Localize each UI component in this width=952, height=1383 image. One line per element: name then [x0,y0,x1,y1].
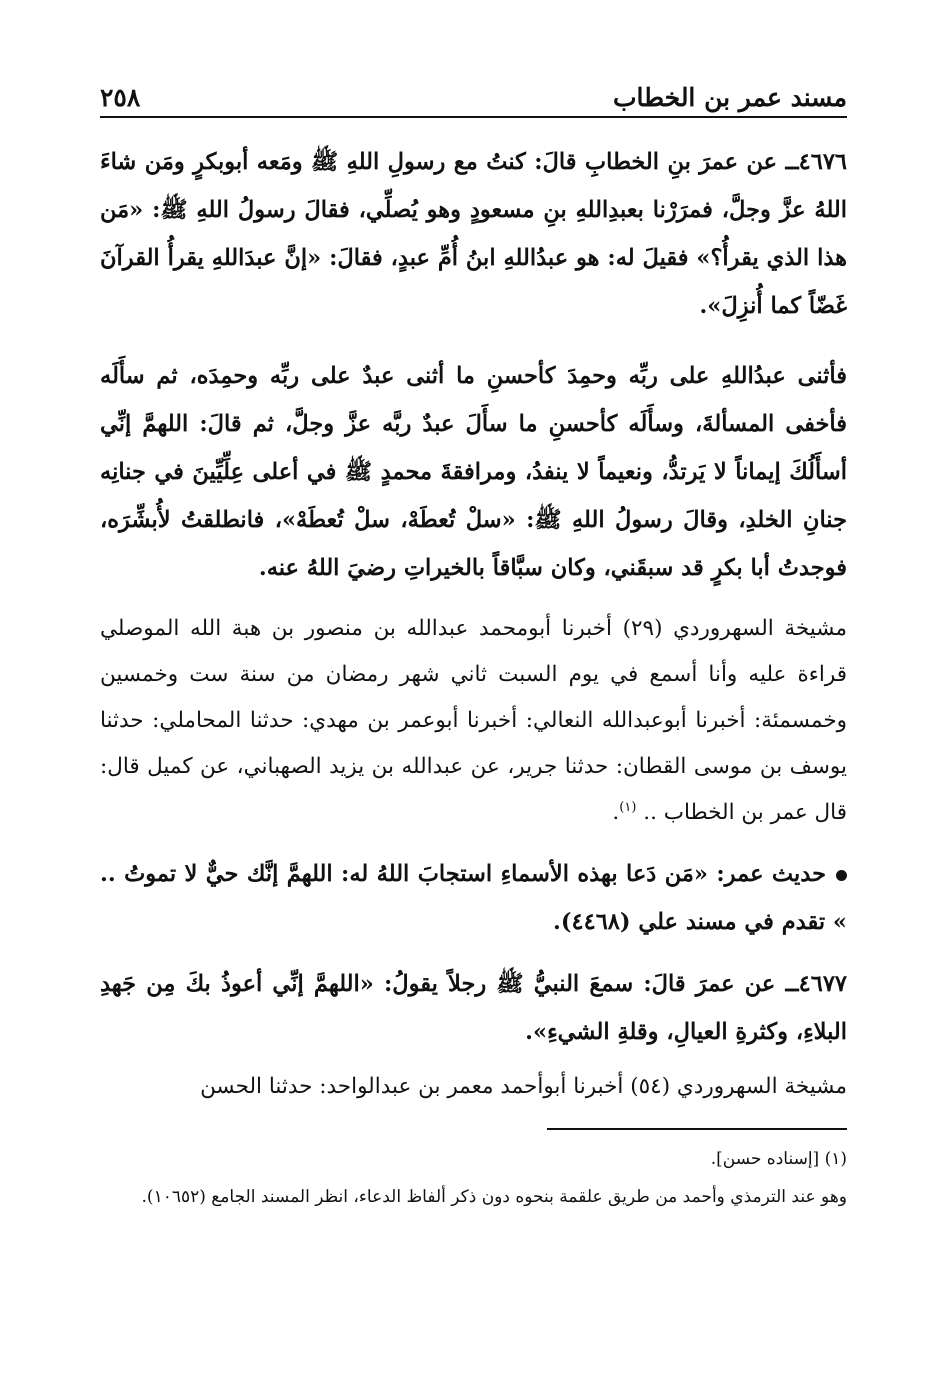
running-title: مسند عمر بن الخطاب [613,83,847,112]
spacer [100,592,847,606]
footnote-1-reference: وهو عند الترمذي وأحمد من طريق علقمة بنحوه دون ذكر ألفاظ الدعاء، انظر المسند الجامع (١٠٦٥٢). [141,1187,847,1207]
sanad-paragraph-1 [100,606,847,836]
hadith-continuation: فأثنى عبدُاللهِ على ربِّه وحمِدَ كأحسنِ ما أثنى عبدٌ على ربِّه وحمِدَه، ثم سأَلَه فأخفى المسألةَ، وسأَلَه كأحسنِ ما سأَلَ عبدٌ ربَّه عزَّ وجلَّ، ثم قالَ: اللهمَّ إنِّي أسأَلُكَ إيماناً لا يَرتدُّ، ونعيماً لا ينفدُ، ومرافقةَ محمدٍ ﷺ في أعلى عِلِّيِّينَ في جنانِه جنانِ الخلدِ، وقالَ رسولُ اللهِ ﷺ: «سلْ تُعطَهْ، سلْ تُعطَهْ»، فانطلقتُ لأُبشِّرَه، فوجدتُ أبا بكرٍ قد سبقَني، وكان سبَّاقاً بالخيراتِ رضيَ اللهُ عنه. [100,363,847,581]
hadith-4676: ٤٦٧٦ــ عن عمرَ بنِ الخطابِ قالَ: كنتُ مع رسولِ اللهِ ﷺ ومَعه أبوبكرٍ ومَن شاءَ اللهُ عزَّ وجلَّ، فمرَرْنا بعبدِاللهِ بنِ مسعودٍ وهو يُصلِّي، فقالَ رسولُ اللهِ ﷺ: «مَن هذا الذي يقرأُ؟» فقيلَ له: هو عبدُاللهِ ابنُ أُمِّ عبدٍ، فقالَ: «إنَّ عبدَاللهِ يقرأُ القرآنَ غَضّاً كما أُنزِلَ». [100,149,847,319]
bullet-icon [836,870,847,881]
sanad-1-text: مشيخة السهروردي (٢٩) أخبرنا أبومحمد عبدالله بن منصور بن هبة الله الموصلي قراءة عليه وأنا أسمع في يوم السبت ثاني شهر رمضان من سنة ست وخمسين وخمسمئة: أخبرنا أبوعبدالله النعالي: أخبرنا أبوعمر بن مهدي: حدثنا المحاملي: حدثنا يوسف بن موسى القطان: حدثنا جرير، عن عبدالله بن يزيد الصهباني، عن كميل قال: قال عمر بن الخطاب .. [100,616,847,825]
page-number: ٢٥٨ [100,83,141,112]
spacer [100,330,847,352]
footnote-marker: (١) [619,799,637,815]
sanad-1-end: . [612,800,620,825]
book-page [100,70,847,1214]
footnote-rule [547,1128,847,1130]
header-rule [100,116,847,118]
sanad-paragraph-2: مشيخة السهروردي (٥٤) أخبرنا أبوأحمد معمر بن عبدالواحد: حدثنا الحسن [200,1074,847,1099]
spacer [100,946,847,960]
spacer [100,836,847,850]
bullet-note [100,850,847,946]
footnote-1-grade: (١) [إسناده حسن]. [710,1149,847,1169]
bullet-note-text: حديث عمر: «مَن دَعا بهذه الأسماءِ استجابَ اللهُ له: اللهمَّ إنَّك حيٌّ لا تموتُ .. » تقدم في مسند علي (٤٤٦٨). [100,861,847,935]
hadith-4677: ٤٦٧٧ــ عن عمرَ قالَ: سمعَ النبيُّ ﷺ رجلاً يقولُ: «اللهمَّ إنِّي أعوذُ بكَ مِن جَهدِ البلاءِ، وكثرةِ العيالِ، وقلةِ الشيءِ». [100,971,847,1045]
page-header [100,70,847,116]
spacer [100,1056,847,1064]
